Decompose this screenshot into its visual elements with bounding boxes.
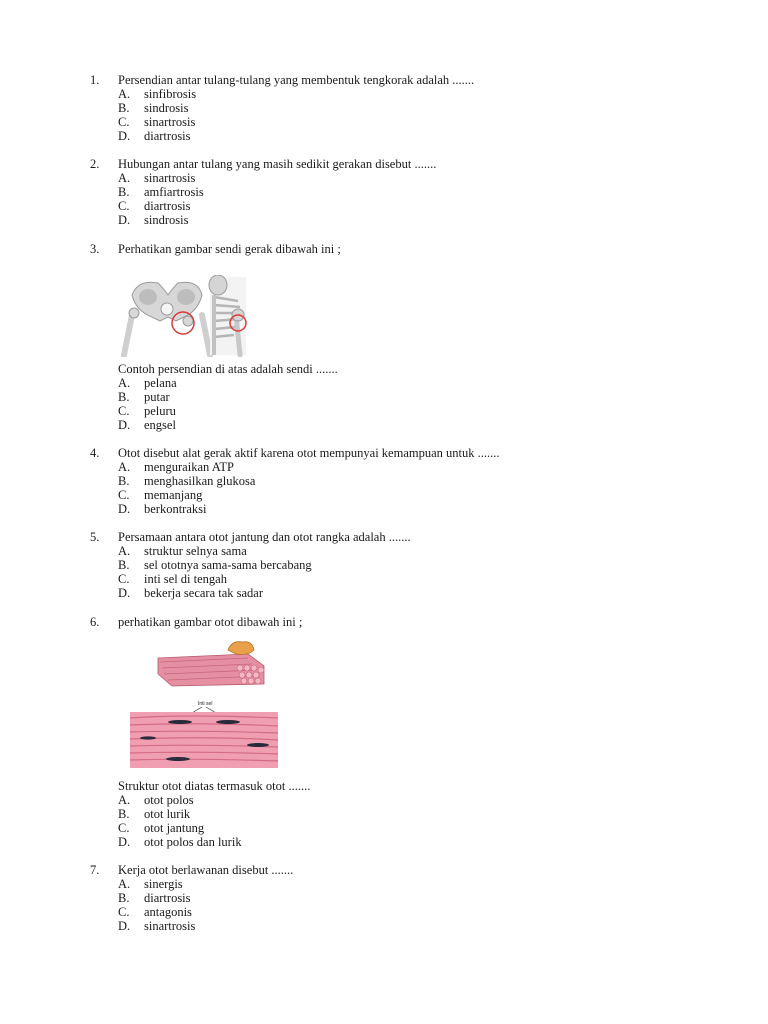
option-a[interactable] [118, 877, 710, 891]
option-b[interactable] [118, 558, 710, 572]
question-stem: Perhatikan gambar sendi gerak dibawah ini ; [118, 242, 341, 256]
option-text: inti sel di tengah [144, 572, 227, 586]
option-c[interactable] [118, 821, 710, 835]
pelvis-icon [124, 282, 210, 355]
option-c[interactable] [118, 572, 710, 586]
option-letter: B. [118, 807, 130, 821]
option-letter: A. [118, 793, 131, 807]
question-6-continued [90, 779, 710, 849]
question-number: 7. [90, 863, 100, 877]
option-letter: A. [118, 171, 131, 185]
option-letter: B. [118, 558, 130, 572]
option-letter: B. [118, 891, 130, 905]
option-d[interactable] [118, 835, 710, 849]
option-letter: D. [118, 919, 131, 933]
option-letter: D. [118, 213, 131, 227]
option-letter: C. [118, 488, 130, 502]
option-letter: A. [118, 460, 131, 474]
option-text: sel ototnya sama-sama bercabang [144, 558, 312, 572]
option-b[interactable] [118, 101, 710, 115]
option-text: otot lurik [144, 807, 191, 821]
option-letter: C. [118, 821, 130, 835]
option-text: peluru [144, 404, 176, 418]
question-1 [90, 73, 710, 143]
option-letter: D. [118, 835, 131, 849]
muscle-illustration [128, 638, 280, 770]
question-sub-stem: Contoh persendian di atas adalah sendi ....... [118, 362, 338, 376]
question-stem: perhatikan gambar otot dibawah ini ; [118, 615, 303, 629]
option-text: engsel [144, 418, 176, 432]
smooth-muscle-micrograph [130, 712, 278, 768]
question-number: 2. [90, 157, 100, 171]
option-text: otot polos dan lurik [144, 835, 242, 849]
option-letter: D. [118, 502, 131, 516]
option-text: pelana [144, 376, 177, 390]
question-4 [90, 446, 710, 516]
option-letter: D. [118, 129, 131, 143]
option-text: berkontraksi [144, 502, 207, 516]
option-text: otot polos [144, 793, 194, 807]
option-letter: C. [118, 572, 130, 586]
option-d[interactable] [118, 213, 710, 227]
option-a[interactable] [118, 376, 710, 390]
option-c[interactable] [118, 199, 710, 213]
question-sub-stem: Struktur otot diatas termasuk otot ....... [118, 779, 311, 793]
option-a[interactable] [118, 460, 710, 474]
option-text: sindrosis [144, 213, 189, 227]
option-c[interactable] [118, 404, 710, 418]
question-stem: Hubungan antar tulang yang masih sedikit gerakan disebut ....... [118, 157, 437, 171]
option-a[interactable] [118, 544, 710, 558]
joint-figure [118, 275, 258, 362]
option-letter: C. [118, 115, 130, 129]
option-a[interactable] [118, 793, 710, 807]
option-text: menghasilkan glukosa [144, 474, 256, 488]
option-b[interactable] [118, 807, 710, 821]
ball-socket-joint-illustration [118, 275, 258, 357]
option-c[interactable] [118, 905, 710, 919]
option-text: menguraikan ATP [144, 460, 234, 474]
option-text: diartrosis [144, 199, 191, 213]
option-letter: B. [118, 185, 130, 199]
question-stem: Persamaan antara otot jantung dan otot rangka adalah ....... [118, 530, 411, 544]
figure-label: Inti sel [198, 701, 213, 707]
question-2 [90, 157, 710, 227]
option-a[interactable] [118, 87, 710, 101]
question-number: 6. [90, 615, 100, 629]
option-letter: D. [118, 586, 131, 600]
option-d[interactable] [118, 586, 710, 600]
option-text: struktur selnya sama [144, 544, 247, 558]
option-letter: C. [118, 905, 130, 919]
option-text: sinfibrosis [144, 87, 197, 101]
question-3 [90, 242, 710, 256]
option-d[interactable] [118, 129, 710, 143]
option-b[interactable] [118, 474, 710, 488]
option-text: bekerja secara tak sadar [144, 586, 264, 600]
question-number: 3. [90, 242, 100, 256]
option-letter: B. [118, 474, 130, 488]
option-c[interactable] [118, 115, 710, 129]
option-text: sinartrosis [144, 171, 196, 185]
option-text: memanjang [144, 488, 203, 502]
question-7 [90, 863, 710, 933]
option-text: otot jantung [144, 821, 205, 835]
option-text: diartrosis [144, 891, 191, 905]
option-letter: A. [118, 376, 131, 390]
option-letter: B. [118, 390, 130, 404]
option-d[interactable] [118, 418, 710, 432]
option-d[interactable] [118, 919, 710, 933]
question-3-continued [90, 362, 710, 432]
option-b[interactable] [118, 185, 710, 199]
option-b[interactable] [118, 390, 710, 404]
option-text: sinartrosis [144, 919, 196, 933]
option-letter: C. [118, 199, 130, 213]
question-stem: Otot disebut alat gerak aktif karena otot mempunyai kemampuan untuk ....... [118, 446, 500, 460]
option-text: sinergis [144, 877, 183, 891]
option-letter: A. [118, 877, 131, 891]
question-number: 5. [90, 530, 100, 544]
question-number: 4. [90, 446, 100, 460]
option-text: sinartrosis [144, 115, 196, 129]
option-text: diartrosis [144, 129, 191, 143]
shoulder-skeleton-icon [209, 275, 246, 355]
option-b[interactable] [118, 891, 710, 905]
question-stem: Persendian antar tulang-tulang yang membentuk tengkorak adalah ....... [118, 73, 475, 87]
option-letter: B. [118, 101, 130, 115]
option-text: putar [144, 390, 170, 404]
option-text: antagonis [144, 905, 192, 919]
question-5 [90, 530, 710, 600]
option-text: amfiartrosis [144, 185, 204, 199]
option-letter: A. [118, 87, 131, 101]
question-6 [90, 615, 710, 629]
option-letter: A. [118, 544, 131, 558]
muscle-figure [128, 638, 280, 775]
muscle-bundle-icon [158, 642, 264, 686]
option-c[interactable] [118, 488, 710, 502]
option-a[interactable] [118, 171, 710, 185]
option-d[interactable] [118, 502, 710, 516]
option-text: sindrosis [144, 101, 189, 115]
question-stem: Kerja otot berlawanan disebut ....... [118, 863, 294, 877]
option-letter: D. [118, 418, 131, 432]
option-letter: C. [118, 404, 130, 418]
question-number: 1. [90, 73, 100, 87]
